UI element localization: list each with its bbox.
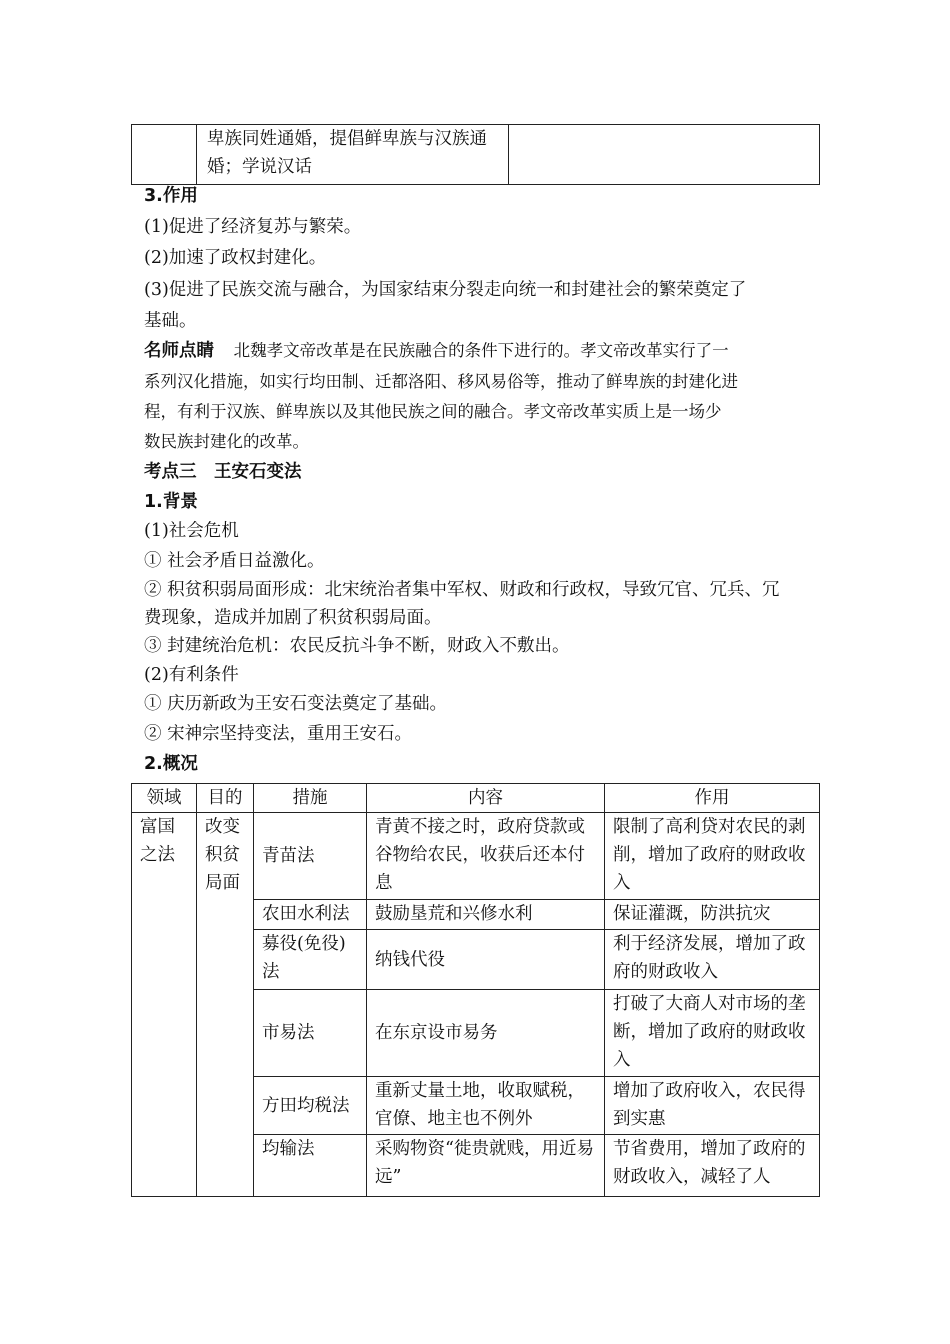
table-row [132, 125, 820, 185]
measure-cell: 募役(免役)法 [254, 930, 367, 990]
paragraph-line: 基础。 [144, 311, 197, 331]
paragraph-line: ① 庆历新政为王安石变法奠定了基础。 [144, 694, 448, 714]
section-heading: 1.背景 [144, 492, 198, 512]
table-header-cell: 领域 [132, 784, 197, 813]
effect-cell: 打破了大商人对市场的垄断，增加了政府的财政收入 [605, 990, 820, 1077]
table-header-cell: 内容 [367, 784, 605, 813]
teacher-note-label: 名师点睛 [144, 341, 214, 361]
content-cell: 重新丈量土地，收取赋税，官僚、地主也不例外 [367, 1077, 605, 1135]
content-cell: 鼓励垦荒和兴修水利 [367, 900, 605, 930]
content-cell: 纳钱代役 [367, 930, 605, 990]
table-cell [509, 125, 820, 185]
paragraph-line: (3)促进了民族交流与融合，为国家结束分裂走向统一和封建社会的繁荣奠定了 [144, 280, 747, 300]
paragraph-line: (1)社会危机 [144, 521, 239, 541]
content-cell: 在东京设市易务 [367, 990, 605, 1077]
domain-cell: 富国之法 [132, 813, 197, 1197]
paragraph-line: ② 积贫积弱局面形成：北宋统治者集中军权、财政和行政权，导致冗官、冗兵、冗 [144, 580, 780, 600]
teacher-note-text: 数民族封建化的改革。 [144, 432, 309, 451]
section-title: 考点三 王安石变法 [144, 462, 302, 482]
table-header-cell: 作用 [605, 784, 820, 813]
content-cell: 采购物资“徙贵就贱，用近易远” [367, 1135, 605, 1197]
paragraph-line: (1)促进了经济复苏与繁荣。 [144, 217, 362, 237]
teacher-note-text: 程，有利于汉族、鲜卑族以及其他民族之间的融合。孝文帝改革实质上是一场少 [144, 402, 722, 421]
effect-cell: 节省费用，增加了政府的财政收入，减轻了人 [605, 1135, 820, 1197]
teacher-note-text: 系列汉化措施，如实行均田制、迁都洛阳、移风易俗等，推动了鲜卑族的封建化进 [144, 372, 738, 391]
content-cell: 青黄不接之时，政府贷款或谷物给农民，收获后还本付息 [367, 813, 605, 900]
effect-cell: 利于经济发展，增加了政府的财政收入 [605, 930, 820, 990]
table-header-cell: 措施 [254, 784, 367, 813]
effect-cell: 保证灌溉，防洪抗灾 [605, 900, 820, 930]
paragraph-line: 费现象，造成并加剧了积贫积弱局面。 [144, 608, 442, 628]
reform-overview-table [131, 783, 820, 1197]
reform-table-continued [131, 124, 820, 185]
paragraph-line: (2)有利条件 [144, 665, 239, 685]
table-cell [132, 125, 197, 185]
measure-cell: 市易法 [254, 990, 367, 1077]
measure-cell: 均输法 [254, 1135, 367, 1197]
measure-cell: 青苗法 [254, 813, 367, 900]
table-header-row [132, 784, 820, 813]
paragraph-line: ② 宋神宗坚持变法，重用王安石。 [144, 724, 413, 744]
teacher-note [144, 337, 729, 365]
effect-cell: 增加了政府收入，农民得到实惠 [605, 1077, 820, 1135]
teacher-note-text: 北魏孝文帝改革是在民族融合的条件下进行的。孝文帝改革实行了一 [233, 341, 729, 360]
effect-cell: 限制了高利贷对农民的剥削，增加了政府的财政收入 [605, 813, 820, 900]
paragraph-line: ① 社会矛盾日益激化。 [144, 551, 325, 571]
measure-cell: 方田均税法 [254, 1077, 367, 1135]
purpose-cell: 改变积贫局面 [197, 813, 254, 1197]
measure-cell: 农田水利法 [254, 900, 367, 930]
paragraph-line: ③ 封建统治危机：农民反抗斗争不断，财政入不敷出。 [144, 636, 570, 656]
paragraph-line: (2)加速了政权封建化。 [144, 248, 327, 268]
table-cell: 卑族同姓通婚，提倡鲜卑族与汉族通婚；学说汉话 [197, 125, 509, 185]
table-row [132, 813, 820, 900]
section-heading: 3.作用 [144, 186, 198, 206]
table-header-cell: 目的 [197, 784, 254, 813]
section-heading: 2.概况 [144, 754, 198, 774]
